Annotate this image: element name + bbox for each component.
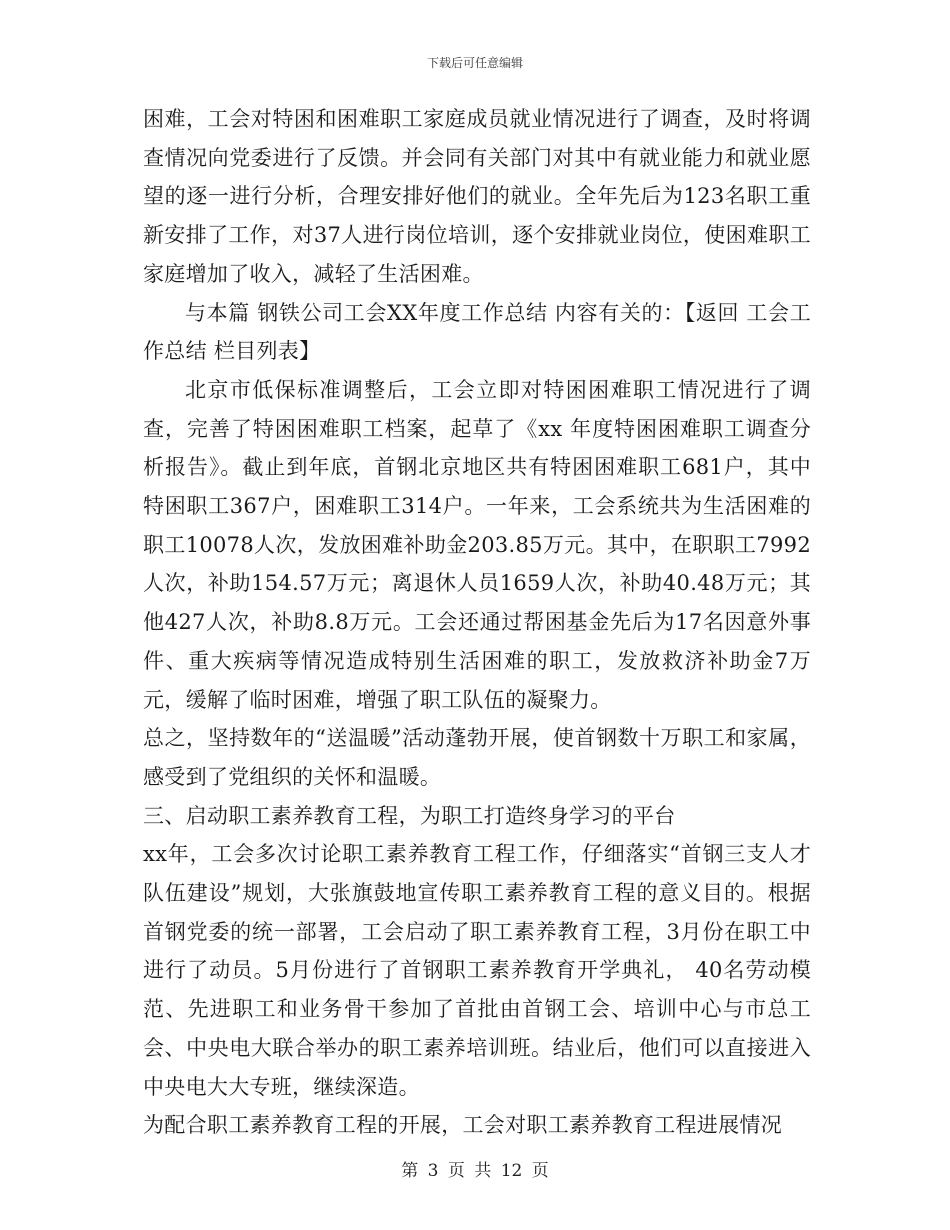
page-footer: 第 3 页 共 12 页: [401, 1161, 549, 1181]
paragraph-employment: 困难，工会对特困和困难职工家庭成员就业情况进行了调查，及时将调查情况向党委进行了反馈。并会同有关部门对其中有就业能力和就业愿望的逐一进行分析，合理安排好他们的就业。全年先后为123名职工重新安排了工作，对37人进行岗位培训，逐个安排就业岗位，使困难职工家庭增加了收入，减轻了生活困难。: [143, 107, 811, 286]
paragraph-low-income-survey: 北京市低保标准调整后，工会立即对特困困难职工情况进行了调查，完善了特困困难职工档案，起草了《xx 年度特困困难职工调查分析报告》。截止到年底，首钢北京地区共有特困困难职工681户，其中特困职工367户，困难职工314户。一年来，工会系统共为生活困难的职工10078人次，发放困难补助金203.85万元。其中，在职职工7992人次，补助154.57万元；离退休人员1659人次，补助40.48万元；其他427人次，补助8.8万元。工会还通过帮困基金先后为17名因意外事件、重大疾病等情况造成特别生活困难的职工，发放救济补助金7万元，缓解了临时困难，增强了职工队伍的凝聚力。: [143, 377, 811, 712]
page-header: 下载后可任意编辑: [426, 56, 523, 70]
paragraph-education-progress: 为配合职工素养教育工程的开展，工会对职工素养教育工程进展情况: [143, 1113, 782, 1138]
paragraph-related-link: 与本篇 钢铁公司工会XX年度工作总结 内容有关的：【返回 工会工作总结 栏目列表】: [143, 300, 811, 364]
document-body: [143, 100, 811, 1145]
paragraph-summary: 总之，坚持数年的“送温暖”活动蓬勃开展，使首钢数十万职工和家属，感受到了党组织的关怀和温暖。: [143, 726, 811, 789]
paragraph-education-program: xx年，工会多次讨论职工素养教育工程工作，仔细落实“首钢三支人才队伍建设”规划，大张旗鼓地宣传职工素养教育工程的意义目的。根据首钢党委的统一部署，工会启动了职工素养教育工程，3月份在职工中进行了动员。5月份进行了首钢职工素养教育开学典礼， 40名劳动模范、先进职工和业务骨干参加了首批由首钢工会、培训中心与市总工会、中央电大联合举办的职工素养培训班。结业后，他们可以直接进入中央电大大专班，继续深造。: [143, 842, 811, 1099]
section-heading-education: 三、启动职工素养教育工程，为职工打造终身学习的平台: [143, 803, 676, 828]
